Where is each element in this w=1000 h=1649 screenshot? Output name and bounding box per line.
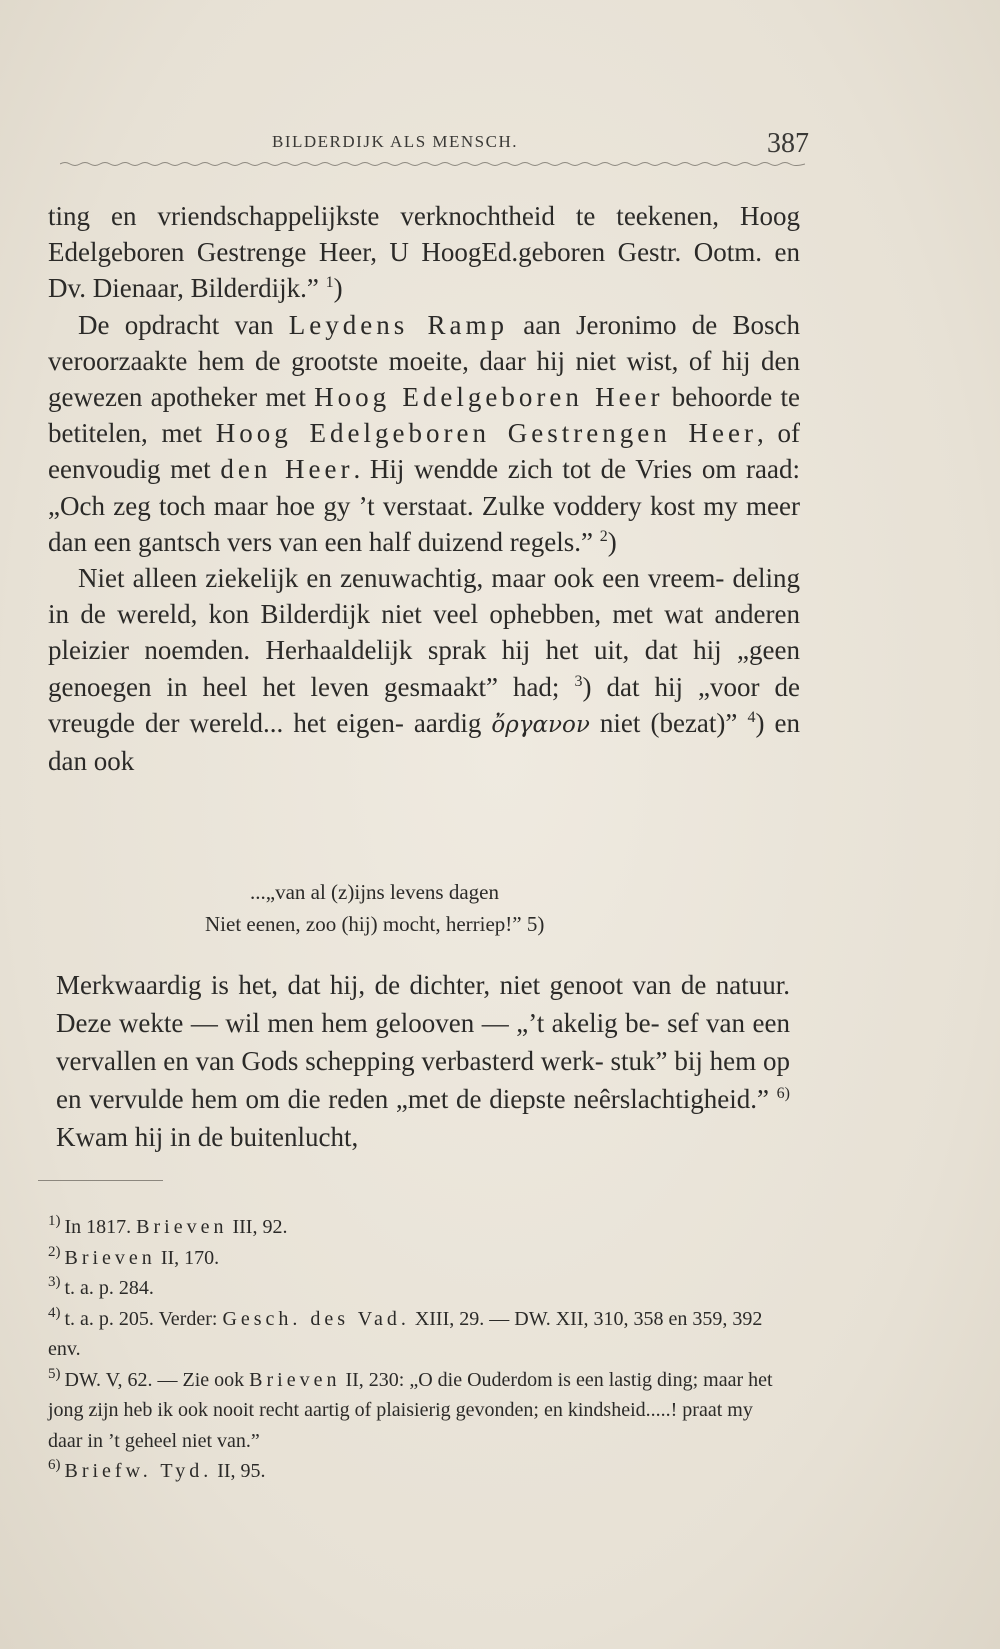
footnote-1: $^{1)}$ In 1817. Brieven III, 92. — [48, 1213, 288, 1238]
footnote-4: $^{4)}$ t. a. p. 205. Verder: Gesch. des Vad. XIII, 29. — DW. XII, 310, 358 en 359, 392 env. — [48, 1304, 763, 1360]
footnote-ref-2: 2 — [599, 527, 608, 545]
footnote-ref-5: 5) — [526, 912, 545, 936]
paragraph-4: Merkwaardig is het, dat hij, de dichter, niet genoot van de natuur. Deze wekte — wil men hem gelooven — „’t akelig be- sef van een vervallen en van Gods schepping verbasterd werk- stuk” bij hem op en vervulde hem om die reden „met de diepste neêrslachtigheid.” $^{6)}$ Kwam hij in de buitenlucht, — [56, 970, 790, 1152]
footnote-ref-4: 4 — [747, 708, 756, 726]
footnote-ref-6: 6) — [776, 1085, 790, 1102]
footnote-3: $^{3)}$ t. a. p. 284. — [48, 1274, 154, 1299]
footnote-ref-1: 1 — [325, 274, 334, 292]
footnote-ref-3: 3 — [574, 672, 583, 690]
paragraph-1: ting en vriendschappelijkste verknochtheid te teekenen, Hoog Edelgeboren Gestrenge Heer, U HoogEd.geboren Gestr. Ootm. en Dv. Dienaar, Bilderdijk.” $^1$) — [48, 201, 800, 304]
verse-line-1: ...„van al (z)ijns levens dagen — [250, 880, 499, 904]
page-number: 387 — [767, 128, 809, 159]
footnote-6: $^{6)}$ Briefw. Tyd. II, 95. — [48, 1457, 266, 1482]
verse-line-2: Niet eenen, zoo (hij) mocht, herriep!” 5) — [205, 912, 545, 936]
greek-word: ὄργανον — [491, 711, 590, 738]
paragraph-2: De opdracht van Leydens Ramp aan Jeronimo de Bosch veroorzaakte hem de grootste moeite, daar hij niet wist, of hij den gewezen apotheker met Hoog Edelgeboren Heer behoorde te betitelen, met Hoog Edelgeboren Gestrengen Heer, of eenvoudig met den Heer. Hij wendde zich tot de Vries om raad: „Och zeg toch maar hoe gy ’t verstaat. Zulke voddery kost my meer dan een gantsch vers van een half duizend regels.” $^2$) — [48, 309, 800, 557]
footnote-5: $^{5)}$ DW. V, 62. — Zie ook Brieven II, 230: „O die Ouderdom is een lastig ding; maar het jong zijn heb ik ook nooit recht aartig of plaisierig gevonden; en kindsheid.....! praat my daar in ’t geheel niet van.” — [48, 1365, 773, 1452]
footnote-2: $^{2)}$ Brieven II, 170. — [48, 1243, 220, 1269]
main-text — [48, 198, 800, 779]
paragraph-3: Niet alleen ziekelijk en zenuwachtig, maar ook een vreem- deling in de wereld, kon Bilderdijk niet veel ophebben, met wat anderen pleizier noemden. Herhaaldelijk sprak hij het uit, dat hij „geen genoegen in heel het leven gesmaakt” had; $^3$) dat hij „voor de vreugde der wereld... het eigen- aardig ὄργανον niet (bezat)” $^4$) en dan ook — [48, 563, 801, 777]
footnotes — [48, 1212, 788, 1487]
running-title: BILDERDIJK ALS MENSCH. — [272, 132, 518, 151]
spaced-title-leydens-ramp: Leydens Ramp — [288, 309, 508, 340]
verse-quote — [195, 876, 715, 940]
main-text-continued — [56, 966, 790, 1156]
header-rule — [60, 158, 805, 170]
footnote-divider — [38, 1180, 163, 1181]
